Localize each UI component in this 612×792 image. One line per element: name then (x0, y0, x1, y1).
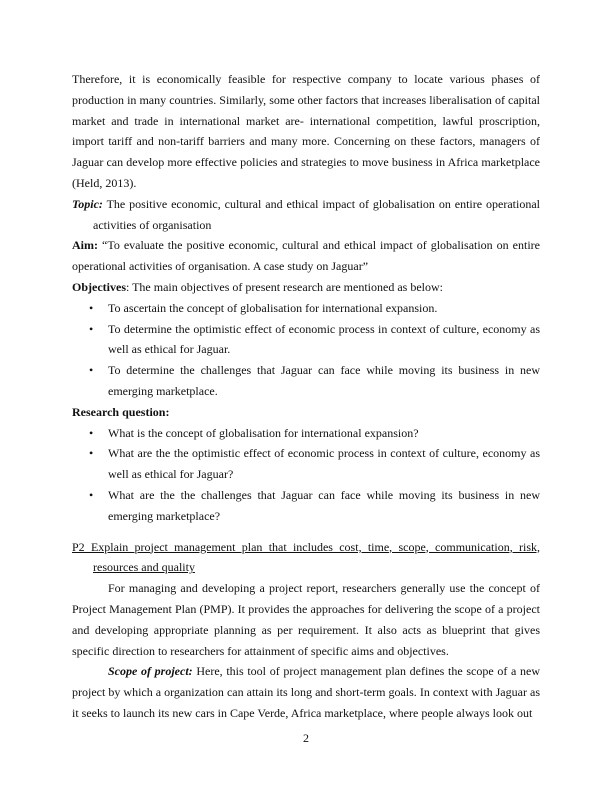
intro-paragraph: Therefore, it is economically feasible for respective company to locate various phases of production in many countries. Similarly, some other factors that increases liberalisation of capital market and trade in international market are- international competition, lawful proscription, import tariff and non-tariff barriers and many more. Concerning on these factors, managers of Jaguar can develop more effective policies and strategies to move business in Africa marketplace (Held, 2013). (72, 72, 540, 190)
bullet-icon: • (89, 321, 94, 336)
bullet-icon: • (89, 425, 94, 440)
scope-label: Scope of project: (108, 664, 193, 679)
list-item (72, 360, 540, 402)
list-item-text: To ascertain the concept of globalisation for international expansion. (108, 300, 438, 315)
aim-label: Aim: (72, 238, 98, 253)
list-item (72, 485, 540, 527)
aim-text: “To evaluate the positive economic, cultural and ethical impact of globalisation on entire operational activities of organisation. A case study on Jaguar” (72, 238, 540, 274)
list-item-text: To determine the challenges that Jaguar can face while moving its business in new emerging marketplace. (108, 363, 540, 398)
bullet-icon: • (89, 446, 94, 461)
list-item-text: What are the the challenges that Jaguar can face while moving its business in new emerging marketplace? (108, 487, 540, 523)
research-question-list (72, 423, 540, 527)
objectives-text: : The main objectives of present research are mentioned as below: (125, 279, 443, 294)
page-number: 2 (303, 731, 309, 745)
scope-text: Here, this tool of project management plan defines the scope of a new project by which a organization can attain its long and short-term goals. In context with Jaguar as it seeks to launch its new cars in Cape Verde, Africa marketplace, where people always look out (72, 664, 540, 720)
objectives-list (72, 298, 540, 402)
topic-label: Topic: (72, 196, 103, 211)
list-item (72, 443, 540, 485)
list-item (72, 298, 540, 319)
bullet-icon: • (89, 300, 94, 315)
section-spacer (72, 527, 540, 537)
list-item (72, 319, 540, 361)
scope-paragraph (72, 661, 540, 723)
list-item-text: What is the concept of globalisation for international expansion? (108, 425, 419, 440)
research-question-label: Research question: (72, 404, 170, 419)
list-item-text: What are the the optimistic effect of economic process in context of culture, economy as well as ethical for Jaguar? (108, 446, 540, 482)
list-item-text: To determine the optimistic effect of economic process in context of culture, economy as well as ethical for Jaguar. (108, 321, 540, 357)
bullet-icon: • (89, 487, 94, 502)
page-content (72, 69, 540, 724)
topic-text: The positive economic, cultural and ethical impact of globalisation on entire operational activities of organisation (93, 196, 540, 232)
objectives-label: Objectives (72, 279, 126, 294)
topic-paragraph (72, 194, 540, 236)
objectives-paragraph (72, 277, 540, 298)
list-item (72, 423, 540, 444)
bullet-icon: • (89, 363, 94, 378)
aim-paragraph (72, 235, 540, 277)
p2-heading: P2 Explain project management plan that includes cost, time, scope, communication, risk, resources and quality (72, 539, 540, 575)
pmp-paragraph: For managing and developing a project report, researchers generally use the concept of Project Management Plan (PMP). It provides the approaches for delivering the scope of a project and developing appropriate planning as per requirement. It also acts as blueprint that gives specific direction to researchers for attainment of specific aims and objectives. (72, 581, 540, 658)
